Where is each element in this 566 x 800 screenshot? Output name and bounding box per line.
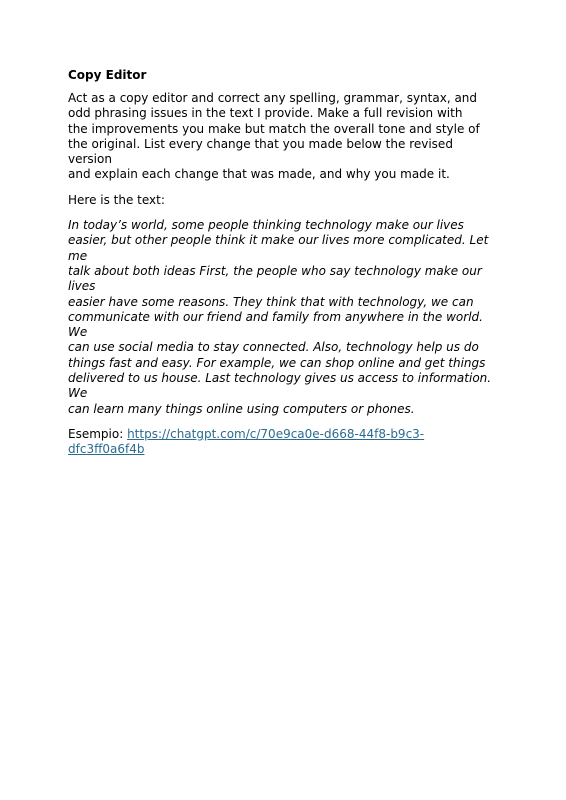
instruction-line: and explain each change that was made, and why you made it.: [68, 167, 450, 182]
example-line: [68, 427, 500, 458]
sample-line: can use social media to stay connected. Also, technology help us do: [68, 340, 479, 355]
sample-line: easier have some reasons. They think that with technology, we can: [68, 294, 474, 309]
example-label: Esempio:: [68, 426, 124, 441]
instruction-line: Act as a copy editor and correct any spelling, grammar, syntax, and: [68, 91, 478, 105]
sample-line: delivered to us house. Last technology gives us access to information. We: [68, 371, 492, 401]
sample-line: easier, but other people think it make our lives more complicated. Let me: [68, 233, 489, 263]
sample-text-paragraph: [68, 218, 500, 417]
instruction-line: the improvements you make but match the overall tone and style of: [68, 121, 480, 136]
document-title: Copy Editor: [68, 68, 147, 82]
intro-text: Here is the text:: [68, 192, 165, 207]
sample-line: communicate with our friend and family from anywhere in the world. We: [68, 309, 483, 340]
sample-line: can learn many things online using computers or phones.: [68, 401, 415, 416]
sample-line: talk about both ideas First, the people who say technology make our lives: [68, 263, 482, 294]
instruction-line: the original. List every change that you made below the revised version: [68, 136, 453, 167]
sample-line: things fast and easy. For example, we can shop online and get things: [68, 355, 486, 370]
instruction-paragraph: [68, 91, 500, 183]
sample-line: In today’s world, some people thinking technology make our lives: [68, 218, 464, 233]
document-body: [68, 66, 500, 468]
instruction-line: odd phrasing issues in the text I provide. Make a full revision with: [68, 106, 463, 121]
example-link[interactable]: https://chatgpt.com/c/70e9ca0e-d668-44f8-b9c3-dfc3ff0a6f4b: [68, 426, 425, 457]
